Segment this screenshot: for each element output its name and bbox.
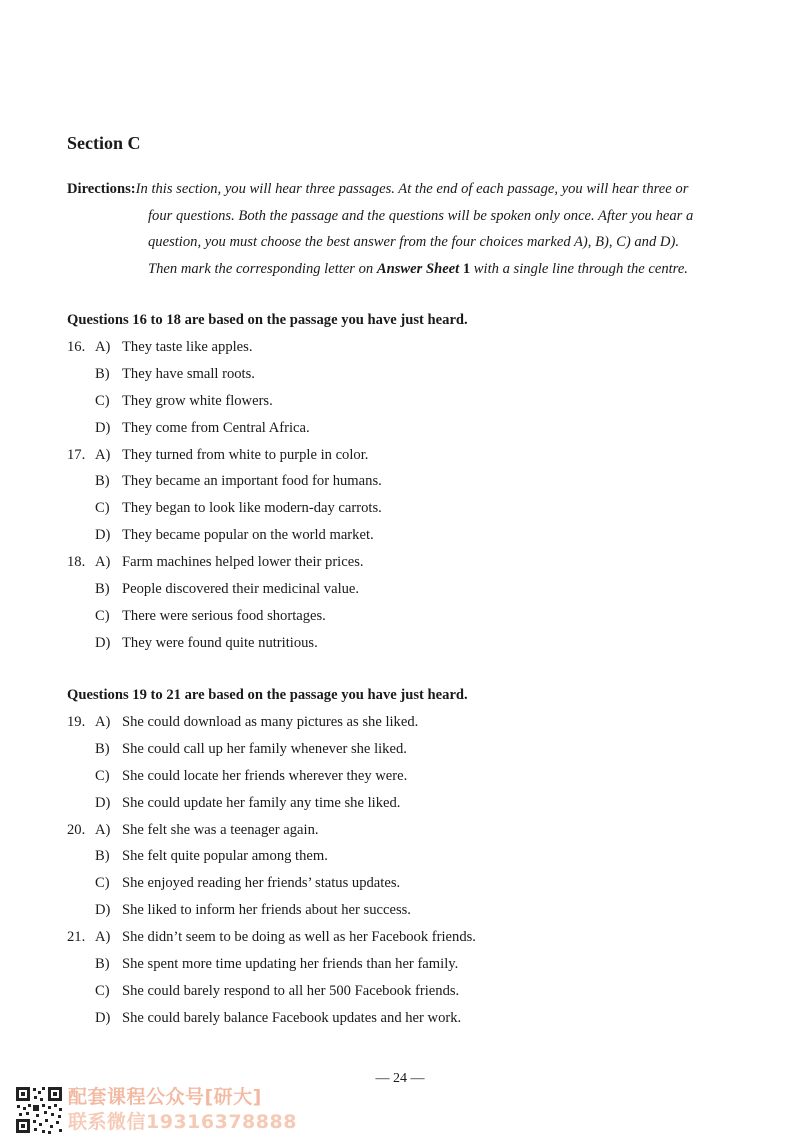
option-text: They became an important food for humans. bbox=[122, 473, 382, 490]
option-18-a bbox=[67, 549, 767, 576]
question-19 bbox=[67, 709, 767, 817]
option-letter: A) bbox=[95, 446, 111, 463]
option-letter: D) bbox=[95, 794, 111, 811]
question-group-19-21 bbox=[67, 682, 767, 1032]
option-19-d bbox=[67, 790, 767, 817]
option-text: She could barely balance Facebook updates and her work. bbox=[122, 1009, 462, 1026]
option-letter: D) bbox=[95, 1009, 111, 1026]
directions-text-1: In this section, you will hear three passages. At the end of each passage, you will hear three or bbox=[135, 181, 689, 197]
option-text: She spent more time updating her friends than her family. bbox=[122, 956, 459, 973]
directions-text-4-post: with a single line through the centre. bbox=[470, 261, 688, 278]
option-letter: B) bbox=[95, 956, 110, 973]
option-letter: D) bbox=[95, 419, 111, 436]
option-text: She enjoyed reading her friends’ status updates. bbox=[122, 875, 401, 892]
section-title: Section C bbox=[67, 133, 141, 153]
option-17-c bbox=[67, 495, 767, 522]
option-text: They have small roots. bbox=[122, 365, 255, 382]
question-21 bbox=[67, 924, 767, 1032]
option-20-a bbox=[67, 817, 767, 844]
option-letter: A) bbox=[95, 339, 111, 355]
question-number: 16. bbox=[67, 339, 86, 355]
option-letter: D) bbox=[95, 527, 111, 544]
directions-label: Directions: bbox=[67, 181, 136, 197]
option-20-c bbox=[67, 870, 767, 897]
question-17 bbox=[67, 442, 767, 550]
option-text: She liked to inform her friends about her success. bbox=[122, 902, 411, 919]
option-text: She could call up her family whenever she liked. bbox=[122, 740, 407, 757]
group-heading: Questions 19 to 21 are based on the passage you have just heard. bbox=[67, 687, 468, 703]
qr-code-icon bbox=[14, 1085, 64, 1135]
option-text: They come from Central Africa. bbox=[122, 419, 310, 436]
option-letter: B) bbox=[95, 581, 110, 598]
option-20-d bbox=[67, 897, 767, 924]
option-letter: C) bbox=[95, 500, 110, 517]
option-letter: C) bbox=[95, 392, 110, 409]
option-21-b bbox=[67, 951, 767, 978]
option-letter: B) bbox=[95, 848, 110, 865]
option-letter: C) bbox=[95, 982, 110, 999]
option-text: She felt she was a teenager again. bbox=[122, 821, 319, 838]
directions-block bbox=[67, 176, 767, 283]
option-18-d bbox=[67, 630, 767, 657]
option-17-b bbox=[67, 468, 767, 495]
option-text: She felt quite popular among them. bbox=[122, 848, 328, 865]
question-18 bbox=[67, 549, 767, 657]
option-19-c bbox=[67, 763, 767, 790]
option-letter: A) bbox=[95, 714, 111, 730]
option-letter: B) bbox=[95, 365, 110, 382]
directions-line-4 bbox=[67, 256, 767, 283]
option-text: They taste like apples. bbox=[122, 339, 253, 355]
option-text: Farm machines helped lower their prices. bbox=[122, 554, 364, 571]
option-17-a bbox=[67, 442, 767, 469]
watermark-line-2: 联系微信19316378888 bbox=[68, 1111, 297, 1133]
option-text: She could update her family any time she liked. bbox=[122, 794, 401, 811]
page-number: — 24 — bbox=[375, 1071, 425, 1086]
option-text: They grow white flowers. bbox=[122, 392, 273, 409]
option-letter: A) bbox=[95, 929, 111, 946]
option-19-a bbox=[67, 709, 767, 736]
option-text: They were found quite nutritious. bbox=[122, 634, 318, 651]
answer-sheet-label: Answer Sheet bbox=[376, 261, 460, 278]
question-20 bbox=[67, 817, 767, 925]
option-text: People discovered their medicinal value. bbox=[122, 581, 360, 598]
option-text: They became popular on the world market. bbox=[122, 527, 374, 544]
question-16 bbox=[67, 334, 767, 442]
option-letter: B) bbox=[95, 473, 110, 490]
option-20-b bbox=[67, 843, 767, 870]
question-number: 18. bbox=[67, 554, 86, 571]
option-text: She could download as many pictures as she liked. bbox=[122, 714, 419, 730]
option-letter: A) bbox=[95, 554, 111, 571]
option-18-b bbox=[67, 576, 767, 603]
directions-line-2: four questions. Both the passage and the questions will be spoken only once. After you hear a bbox=[148, 207, 694, 224]
watermark-text bbox=[68, 1085, 297, 1135]
option-letter: B) bbox=[95, 740, 110, 757]
answer-sheet-number: 1 bbox=[459, 261, 471, 278]
option-17-d bbox=[67, 522, 767, 549]
question-number: 19. bbox=[67, 714, 86, 730]
question-number: 21. bbox=[67, 929, 86, 946]
question-number: 17. bbox=[67, 446, 86, 463]
directions-line-3: question, you must choose the best answer from the four choices marked A), B), C) and D). bbox=[148, 234, 679, 251]
option-text: They turned from white to purple in color. bbox=[122, 446, 369, 463]
option-16-b bbox=[67, 361, 767, 388]
question-number: 20. bbox=[67, 821, 86, 838]
option-16-c bbox=[67, 388, 767, 415]
directions-line-1 bbox=[67, 176, 767, 203]
watermark bbox=[14, 1085, 314, 1137]
directions-text-4-pre: Then mark the corresponding letter on bbox=[148, 261, 377, 278]
option-19-b bbox=[67, 736, 767, 763]
option-21-d bbox=[67, 1005, 767, 1032]
option-16-d bbox=[67, 415, 767, 442]
option-text: There were serious food shortages. bbox=[122, 607, 326, 624]
option-text: She could locate her friends wherever they were. bbox=[122, 767, 408, 784]
option-16-a bbox=[67, 334, 767, 361]
option-letter: C) bbox=[95, 607, 110, 624]
option-letter: D) bbox=[95, 634, 111, 651]
option-letter: D) bbox=[95, 902, 111, 919]
option-letter: C) bbox=[95, 875, 110, 892]
option-21-a bbox=[67, 924, 767, 951]
option-letter: C) bbox=[95, 767, 110, 784]
option-21-c bbox=[67, 978, 767, 1005]
option-text: She didn’t seem to be doing as well as her Facebook friends. bbox=[122, 929, 476, 946]
option-text: She could barely respond to all her 500 Facebook friends. bbox=[122, 982, 460, 999]
group-heading: Questions 16 to 18 are based on the passage you have just heard. bbox=[67, 312, 468, 328]
option-letter: A) bbox=[95, 821, 111, 838]
question-group-16-18 bbox=[67, 307, 767, 657]
watermark-line-1: 配套课程公众号[研大] bbox=[68, 1086, 262, 1108]
option-text: They began to look like modern-day carrots. bbox=[122, 500, 382, 517]
option-18-c bbox=[67, 603, 767, 630]
